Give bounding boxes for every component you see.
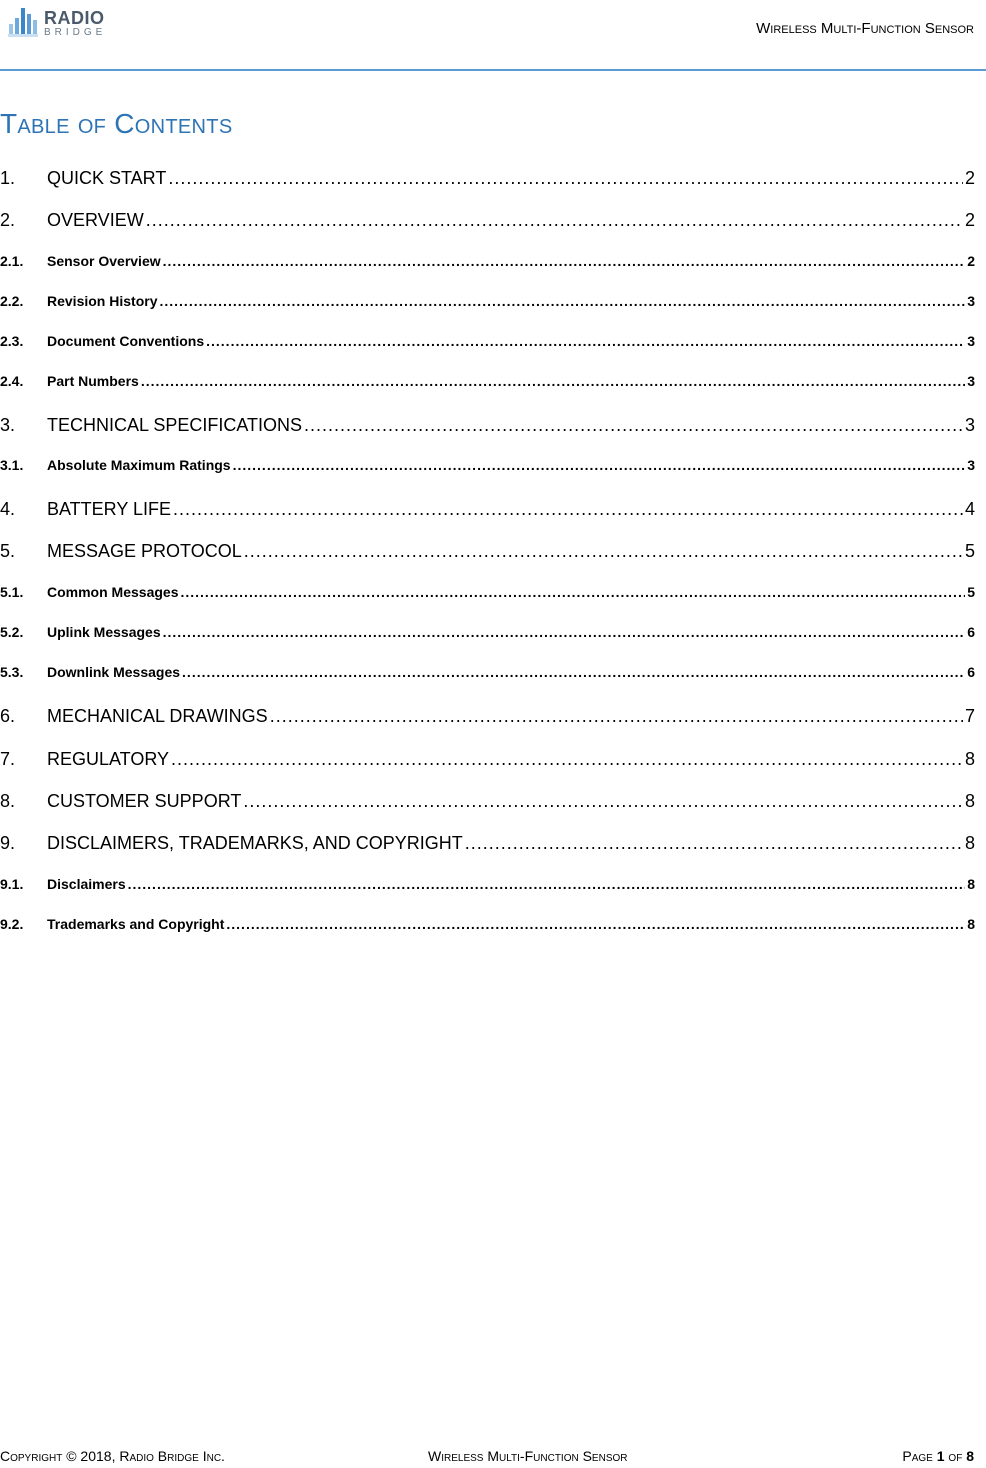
toc-entry[interactable] xyxy=(0,457,975,473)
toc-leader-dots xyxy=(171,749,963,770)
toc-entry-label[interactable]: Document Conventions xyxy=(47,333,205,349)
toc-entry-number: 9.1. xyxy=(0,876,24,892)
toc-leader-dots xyxy=(141,373,965,389)
footer-copyright: Copyright © 2018, Radio Bridge Inc. xyxy=(0,1448,225,1464)
footer-page-word: Page xyxy=(902,1448,933,1464)
toc-entry[interactable] xyxy=(0,584,975,600)
toc-entry[interactable] xyxy=(0,664,975,680)
toc-entry[interactable] xyxy=(0,168,975,189)
toc-leader-dots xyxy=(226,916,965,932)
footer-page-of: of xyxy=(948,1448,963,1464)
toc-entry[interactable] xyxy=(0,749,975,770)
toc-entry-label[interactable]: TECHNICAL SPECIFICATIONS xyxy=(47,415,303,435)
toc-entry-number: 5.1. xyxy=(0,584,24,600)
toc-entry-page: 5 xyxy=(964,541,975,561)
toc-entry-number: 3.1. xyxy=(0,457,24,473)
toc-leader-dots xyxy=(465,833,963,854)
toc-entry-label[interactable]: Revision History xyxy=(47,293,158,309)
toc-entry-page: 2 xyxy=(964,168,975,188)
toc-leader-dots xyxy=(243,791,963,812)
toc-entry-label[interactable]: Absolute Maximum Ratings xyxy=(47,457,231,473)
toc-leader-dots xyxy=(304,415,963,436)
toc-entry-page: 3 xyxy=(967,373,975,389)
toc-entry[interactable] xyxy=(0,791,975,812)
toc-entry[interactable] xyxy=(0,499,975,520)
toc-heading: Table of Contents xyxy=(0,108,233,139)
toc-entry-number: 5.3. xyxy=(0,664,24,680)
toc-leader-dots xyxy=(180,584,965,600)
toc-entry-number: 2. xyxy=(0,210,16,230)
toc-entry-page: 3 xyxy=(967,293,975,309)
toc-entry[interactable] xyxy=(0,624,975,640)
toc-entry-page: 4 xyxy=(964,499,975,519)
footer-page-current: 1 xyxy=(936,1448,945,1464)
toc-entry-page: 8 xyxy=(964,791,975,811)
toc-entry[interactable] xyxy=(0,210,975,231)
toc-entry[interactable] xyxy=(0,541,975,562)
toc-entry-page: 8 xyxy=(967,916,975,932)
toc-entry-number: 5. xyxy=(0,541,16,561)
toc-entry-label[interactable]: BATTERY LIFE xyxy=(47,499,172,519)
toc-entry-page: 5 xyxy=(967,584,975,600)
toc-entry-number: 9. xyxy=(0,833,16,853)
toc-leader-dots xyxy=(182,664,965,680)
toc-entry[interactable] xyxy=(0,293,975,309)
toc-entry-page: 2 xyxy=(964,210,975,230)
toc-leader-dots xyxy=(146,210,963,231)
toc-leader-dots xyxy=(233,457,966,473)
toc-leader-dots xyxy=(159,293,965,309)
toc-leader-dots xyxy=(168,168,963,189)
toc-entry-label[interactable]: Trademarks and Copyright xyxy=(47,916,225,932)
toc-entry[interactable] xyxy=(0,253,975,269)
toc-entry-label[interactable]: REGULATORY xyxy=(47,749,170,769)
logo-word-radio: RADIO xyxy=(44,8,105,28)
toc-entry-label[interactable]: QUICK START xyxy=(47,168,167,188)
toc-leader-dots xyxy=(173,499,963,520)
toc-entry-page: 8 xyxy=(964,749,975,769)
toc-entry-label[interactable]: DISCLAIMERS, TRADEMARKS, AND COPYRIGHT xyxy=(47,833,463,853)
toc-entry-label[interactable]: MECHANICAL DRAWINGS xyxy=(47,706,268,726)
toc-entry-page: 6 xyxy=(967,664,975,680)
toc-entry-label[interactable]: Disclaimers xyxy=(47,876,126,892)
toc-entry[interactable] xyxy=(0,916,975,932)
toc-entry-number: 8. xyxy=(0,791,16,811)
logo-word-bridge: BRIDGE xyxy=(44,27,107,38)
toc-entry-page: 7 xyxy=(964,706,975,726)
footer-page-total: 8 xyxy=(966,1448,974,1464)
toc-leader-dots xyxy=(163,253,966,269)
toc-entry-label[interactable]: Downlink Messages xyxy=(47,664,181,680)
toc-entry-number: 3. xyxy=(0,415,16,435)
toc-entry-page: 3 xyxy=(964,415,975,435)
toc-entry-number: 6. xyxy=(0,706,16,726)
header-document-title: Wireless Multi-Function Sensor xyxy=(756,20,974,37)
toc-entry-number: 5.2. xyxy=(0,624,24,640)
logo-bars-icon xyxy=(8,2,40,38)
toc-entry-number: 2.4. xyxy=(0,373,24,389)
toc-entry[interactable] xyxy=(0,333,975,349)
toc-entry[interactable] xyxy=(0,373,975,389)
toc-entry-label[interactable]: OVERVIEW xyxy=(47,210,144,230)
toc-entry-number: 9.2. xyxy=(0,916,24,932)
toc-entry-number: 2.2. xyxy=(0,293,24,309)
header-divider xyxy=(0,69,986,71)
toc-entry[interactable] xyxy=(0,833,975,854)
toc-entry-page: 8 xyxy=(964,833,975,853)
toc-entry-number: 7. xyxy=(0,749,16,769)
toc-entry-number: 2.1. xyxy=(0,253,24,269)
toc-entry-page: 6 xyxy=(967,624,975,640)
toc-entry[interactable] xyxy=(0,876,975,892)
toc-entry-label[interactable]: Common Messages xyxy=(47,584,179,600)
toc-entry-label[interactable]: Sensor Overview xyxy=(47,253,161,269)
toc-leader-dots xyxy=(206,333,965,349)
toc-leader-dots xyxy=(244,541,963,562)
toc-leader-dots xyxy=(128,876,966,892)
toc-entry-number: 2.3. xyxy=(0,333,24,349)
toc-leader-dots xyxy=(270,706,963,727)
toc-entry-label[interactable]: CUSTOMER SUPPORT xyxy=(47,791,242,811)
toc-entry-page: 2 xyxy=(967,253,975,269)
radio-bridge-logo xyxy=(8,2,106,38)
toc-entry[interactable] xyxy=(0,415,975,436)
toc-entry-page: 3 xyxy=(967,457,975,473)
toc-leader-dots xyxy=(163,624,966,640)
toc-entry-page: 3 xyxy=(967,333,975,349)
footer-page-number xyxy=(902,1448,974,1464)
toc-entry-number: 1. xyxy=(0,168,16,188)
toc-entry-page: 8 xyxy=(967,876,975,892)
toc-entry-label[interactable]: MESSAGE PROTOCOL xyxy=(47,541,242,561)
toc-entry-number: 4. xyxy=(0,499,16,519)
toc-entry-label[interactable]: Part Numbers xyxy=(47,373,139,389)
footer-document-title: Wireless Multi-Function Sensor xyxy=(428,1448,628,1464)
toc-entry[interactable] xyxy=(0,706,975,727)
toc-entry-label[interactable]: Uplink Messages xyxy=(47,624,161,640)
